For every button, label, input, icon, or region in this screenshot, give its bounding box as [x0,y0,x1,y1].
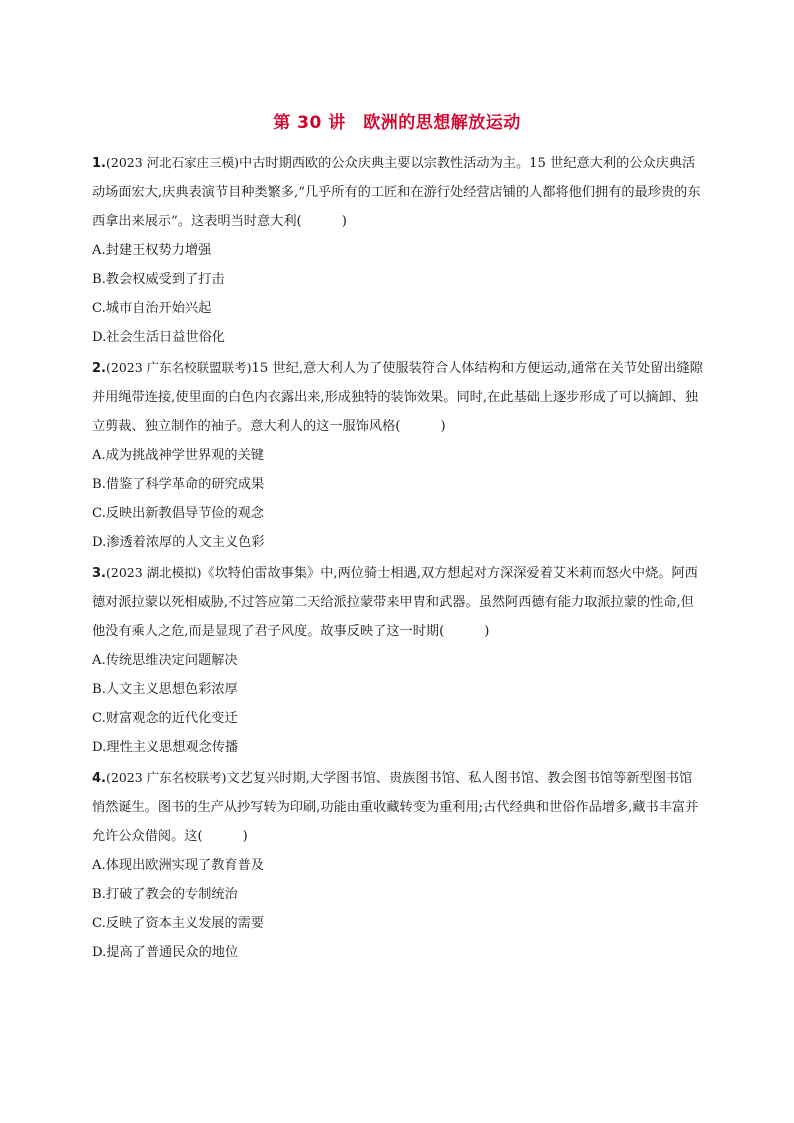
option-d: D.理性主义思想观念传播 [92,740,239,755]
question-stem [92,148,704,236]
answer-blank-close: ) [484,624,490,639]
question-stem [92,763,704,851]
question-stem [92,353,704,441]
question-3 [92,558,704,762]
question-source: (2023 河北石家庄三模) [105,155,240,170]
question-source: (2023 湖北模拟) [105,565,202,580]
option-a: A.传统思维决定问题解决 [92,653,238,668]
option-a: A.体现出欧洲实现了教育普及 [92,858,264,873]
option-d: D.渗透着浓厚的人文主义色彩 [92,535,265,550]
question-number: 2. [92,361,106,376]
page-title: 第 30 讲 欧洲的思想解放运动 [273,113,521,133]
question-source: (2023 广东名校联考) [105,770,227,785]
answer-blank-close: ) [341,214,347,229]
option-c: C.反映出新教倡导节俭的观念 [92,506,265,521]
question-number: 4. [92,771,106,786]
question-text: 15 世纪,意大利人为了使服装符合人体结构和方便运动,通常在关节处留出缝隙并用绳带连接,使里面的白色内衣露出来,形成独特的装饰效果。同时,在此基础上逐步形成了可以摘卸、独立剪裁、独立制作的袖子。意大利人的这一服饰风格( [92,361,703,434]
option-a: A.成为挑战神学世界观的关键 [92,448,264,463]
option-d: D.提高了普通民众的地位 [92,945,239,960]
question-number: 1. [92,156,106,171]
option-b: B.教会权威受到了打击 [92,272,225,287]
option-c: C.反映了资本主义发展的需要 [92,916,265,931]
question-number: 3. [92,566,106,581]
option-b: B.人文主义思想色彩浓厚 [92,682,238,697]
question-4 [92,763,704,967]
option-c: C.财富观念的近代化变迁 [92,711,238,726]
question-text: 中古时期西欧的公众庆典主要以宗教性活动为主。15 世纪意大利的公众庆典活动场面宏大,庆典表演节目种类繁多,“几乎所有的工匠和在游行处经营店铺的人都将他们拥有的最珍贵的东西拿出来展示”。这表明当时意大利( [92,156,701,229]
question-text: 文艺复兴时期,大学图书馆、贵族图书馆、私人图书馆、教会图书馆等新型图书馆悄然诞生。图书的生产从抄写转为印刷,功能由重收藏转变为重利用;古代经典和世俗作品增多,藏书丰富并允许公众借阅。这( [92,771,699,844]
answer-blank-close: ) [440,419,446,434]
option-b: B.打破了教会的专制统治 [92,887,238,902]
question-1 [92,148,704,352]
question-text: 《坎特伯雷故事集》中,两位骑士相遇,双方想起对方深深爱着艾米莉而怒火中烧。阿西德对派拉蒙以死相威胁,不过答应第二天给派拉蒙带来甲胄和武器。虽然阿西德有能力取派拉蒙的性命,但他没有乘人之危,而是显现了君子风度。故事反映了这一时期( [92,566,698,639]
question-stem [92,558,704,646]
question-list [92,148,704,968]
option-b: B.借鉴了科学革命的研究成果 [92,477,265,492]
option-a: A.封建王权势力增强 [92,243,212,258]
option-d: D.社会生活日益世俗化 [92,330,225,345]
option-c: C.城市自治开始兴起 [92,301,212,316]
answer-blank-close: ) [242,829,248,844]
question-2 [92,353,704,557]
question-source: (2023 广东名校联盟联考) [105,360,252,375]
